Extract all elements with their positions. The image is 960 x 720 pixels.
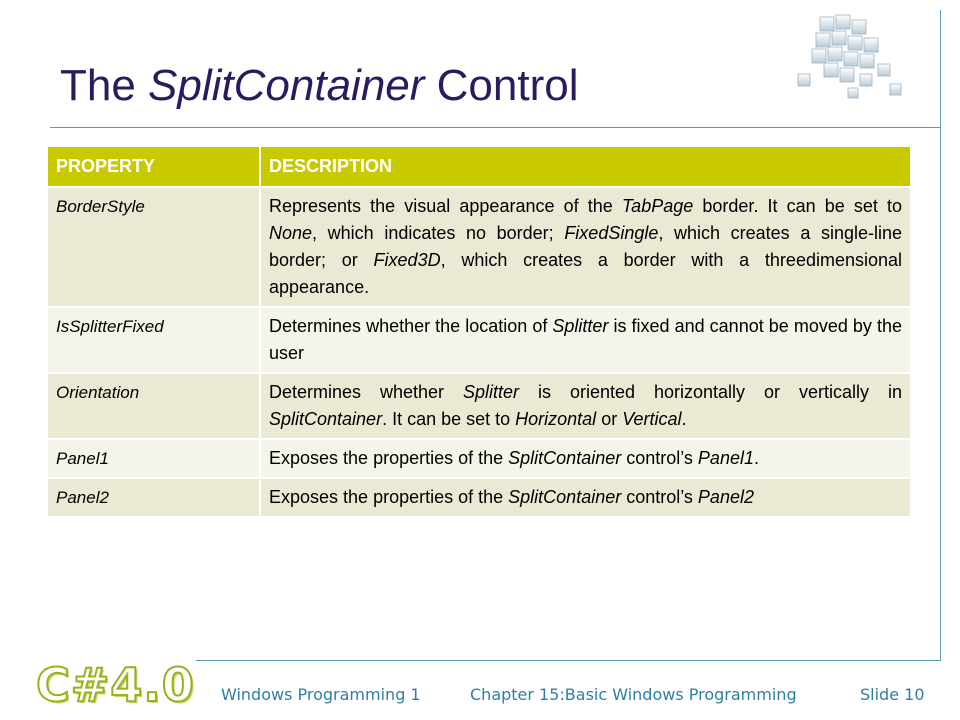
description-text: Exposes the properties of the: [269, 487, 509, 507]
description-emphasis: Horizontal: [515, 409, 597, 429]
property-description: [260, 478, 911, 516]
properties-table: [48, 147, 912, 516]
table-row: [48, 373, 911, 439]
table-row: [48, 307, 911, 373]
table-row: [48, 439, 911, 478]
footer-slide-number: Slide 10: [860, 685, 925, 704]
property-name: BorderStyle: [48, 187, 260, 307]
property-description: [260, 373, 911, 439]
description-emphasis: Splitter: [552, 316, 609, 336]
footer-course: Windows Programming 1: [221, 685, 421, 704]
csharp-logo: C#4.0: [36, 658, 195, 712]
description-emphasis: SplitContainer: [508, 487, 622, 507]
description-text: , which creates a single-line border; or: [269, 223, 903, 270]
description-text: border. It can be set to: [693, 196, 902, 216]
description-emphasis: Vertical: [622, 409, 682, 429]
description-text: . It can be set to: [382, 409, 516, 429]
property-description: [260, 187, 911, 307]
description-text: Represents the visual appearance of the: [269, 196, 622, 216]
right-frame-line: [940, 10, 941, 660]
title-suffix: Control: [424, 61, 579, 110]
title-emphasis: SplitContainer: [148, 61, 425, 110]
description-text: or: [596, 409, 623, 429]
title-prefix: The: [60, 61, 149, 110]
description-text: , which indicates no border;: [312, 223, 565, 243]
footer-divider: [196, 660, 941, 661]
description-text: control’s: [621, 448, 698, 468]
description-text: control’s: [621, 487, 698, 507]
description-emphasis: Fixed3D: [373, 250, 441, 270]
slide-title: [60, 61, 579, 110]
description-text: .: [681, 409, 687, 429]
description-emphasis: None: [269, 223, 313, 243]
description-emphasis: SplitContainer: [269, 409, 383, 429]
description-emphasis: Panel1: [697, 448, 754, 468]
description-text: is fixed and cannot be moved by the user: [269, 316, 902, 363]
property-description: [260, 439, 911, 478]
title-divider: [50, 127, 941, 128]
header-property: PROPERTY: [48, 147, 260, 187]
footer-chapter: Chapter 15:Basic Windows Programming: [470, 685, 797, 704]
description-emphasis: Splitter: [463, 382, 520, 402]
header-description: DESCRIPTION: [260, 147, 911, 187]
description-text: Exposes the properties of the: [269, 448, 509, 468]
description-emphasis: Panel2: [697, 487, 754, 507]
description-text: Determines whether: [269, 382, 464, 402]
cubes-graphic-icon: [790, 12, 915, 112]
description-text: , which creates a border with a threedimensional appearance.: [269, 250, 903, 297]
property-name: IsSplitterFixed: [48, 307, 260, 373]
description-text: is oriented horizontally or vertically in: [519, 382, 902, 402]
table-row: [48, 478, 911, 516]
description-text: Determines whether the location of: [269, 316, 553, 336]
description-emphasis: FixedSingle: [564, 223, 659, 243]
table-header-row: [48, 147, 911, 187]
description-emphasis: SplitContainer: [508, 448, 622, 468]
description-text: .: [753, 448, 759, 468]
property-description: [260, 307, 911, 373]
description-emphasis: TabPage: [621, 196, 694, 216]
property-name: Orientation: [48, 373, 260, 439]
property-name: Panel1: [48, 439, 260, 478]
property-name: Panel2: [48, 478, 260, 516]
table-row: [48, 187, 911, 307]
